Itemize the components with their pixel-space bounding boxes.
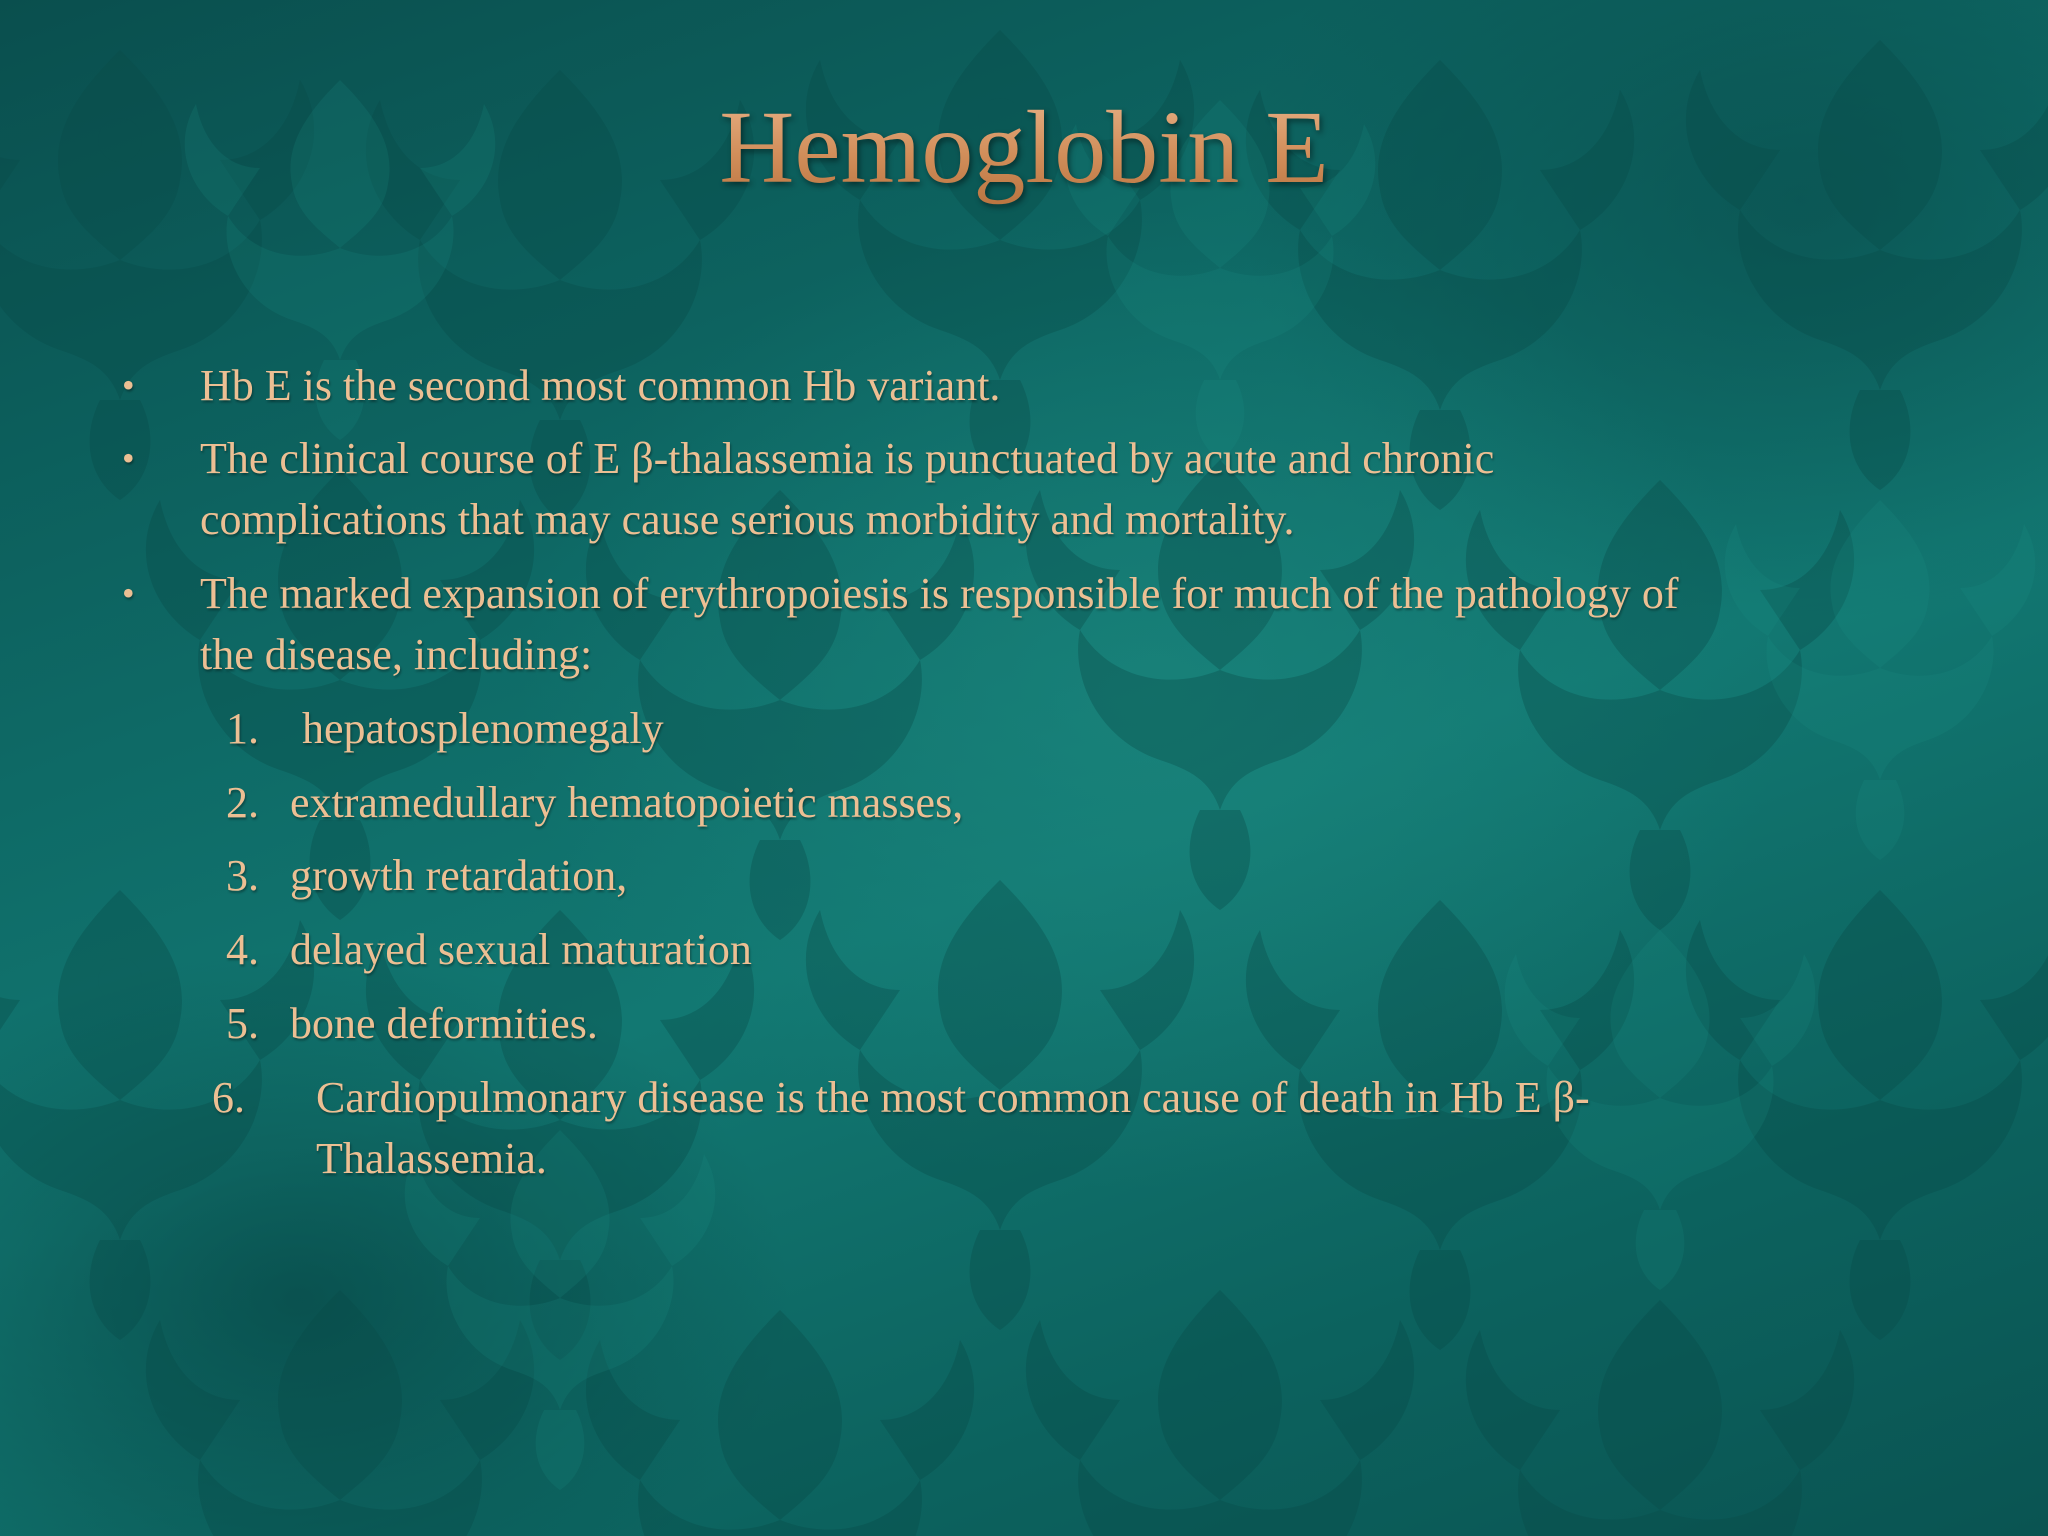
- list-item-5: bone deformities.: [290, 999, 598, 1048]
- list-item-6-line-2: Thalassemia.: [316, 1134, 547, 1183]
- list-number: 4.: [226, 925, 259, 974]
- bullet-1-line-1: Hb E is the second most common Hb variant.: [200, 361, 1001, 410]
- list-item-4: delayed sexual maturation: [290, 925, 752, 974]
- list-number: 1.: [226, 704, 259, 753]
- list-number: 2.: [226, 778, 259, 827]
- list-item-3: growth retardation,: [290, 851, 628, 900]
- slide-title: Hemoglobin E: [0, 88, 2048, 208]
- bullet-marker: •: [122, 438, 135, 478]
- list-number: 5.: [226, 999, 259, 1048]
- bullet-2-line-2: complications that may cause serious morbidity and mortality.: [200, 495, 1295, 544]
- bullet-3-line-1: The marked expansion of erythropoiesis is responsible for much of the pathology of: [200, 569, 1679, 618]
- list-number: 6.: [212, 1073, 245, 1122]
- list-item-1: hepatosplenomegaly: [302, 704, 664, 753]
- bullet-2-line-1: The clinical course of E β-thalassemia is punctuated by acute and chronic: [200, 434, 1495, 483]
- bullet-3-line-2: the disease, including:: [200, 630, 593, 679]
- list-item-2: extramedullary hematopoietic masses,: [290, 778, 964, 827]
- bullet-marker: •: [122, 365, 135, 405]
- list-number: 3.: [226, 851, 259, 900]
- bullet-marker: •: [122, 573, 135, 613]
- list-item-6-line-1: Cardiopulmonary disease is the most common cause of death in Hb E β-: [316, 1073, 1590, 1122]
